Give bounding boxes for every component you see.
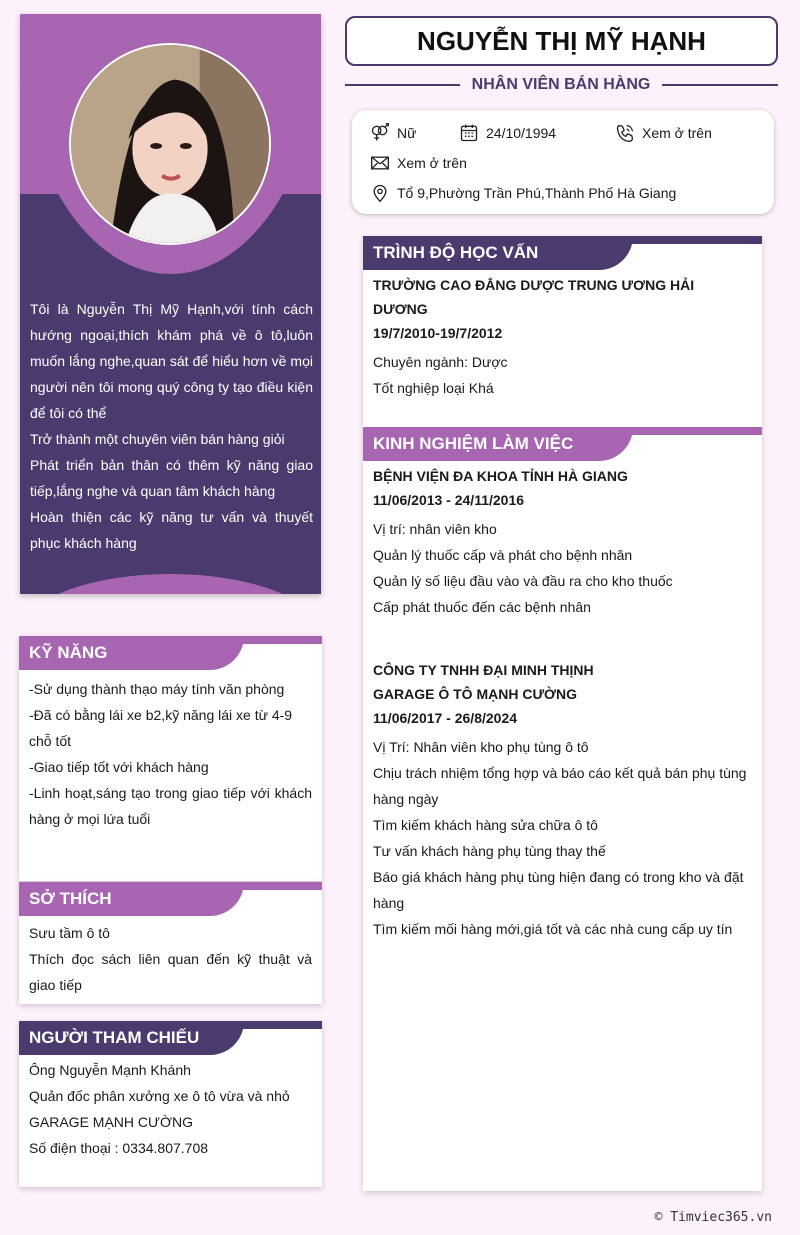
calendar-icon (459, 123, 479, 143)
gender-item (370, 122, 416, 144)
company-name: CÔNG TY TNHH ĐẠI MINH THỊNH (373, 662, 594, 678)
education-detail: Tốt nghiệp loại Khá (373, 380, 494, 396)
avatar-photo (71, 45, 269, 243)
education-title: TRÌNH ĐỘ HỌC VẤN (363, 236, 633, 270)
birthday-item (459, 122, 556, 144)
job-detail: Vị Trí: Nhân viên kho phụ tùng ô tô (373, 739, 589, 755)
gender-icon (370, 123, 390, 143)
skills-list (19, 670, 322, 842)
experience-job (363, 461, 762, 620)
footer-watermark: © Timviec365.vn (654, 1210, 772, 1225)
email-icon (370, 153, 390, 173)
email-item (370, 152, 467, 174)
references-header (19, 1021, 322, 1055)
hobbies-title: SỞ THÍCH (19, 882, 244, 916)
phone-icon (615, 123, 635, 143)
company-name-secondary: GARAGE Ô TÔ MẠNH CƯỜNG (373, 686, 577, 702)
job-detail: Báo giá khách hàng phụ tùng hiện đang có trong kho và đặt hàng (373, 869, 744, 911)
hobbies-header (19, 882, 322, 916)
list-item: -Giao tiếp tốt với khách hàng (29, 759, 209, 775)
job-detail: Cấp phát thuốc đến các bệnh nhân (373, 599, 591, 615)
job-period: 11/06/2017 - 26/8/2024 (373, 710, 518, 726)
company-name: BỆNH VIỆN ĐA KHOA TỈNH HÀ GIANG (373, 468, 628, 484)
profile-card (20, 14, 321, 594)
location-pin-icon (370, 183, 390, 203)
experience-header (363, 427, 762, 461)
birthday-value: 24/10/1994 (486, 125, 557, 141)
skills-header (19, 636, 322, 670)
main-content (363, 236, 762, 1191)
references-section (19, 1021, 322, 1187)
profile-bottom-wave (20, 574, 321, 594)
experience-title: KINH NGHIỆM LÀM VIỆC (363, 427, 633, 461)
education-detail: Chuyên ngành: Dược (373, 354, 508, 370)
list-item: -Linh hoạt,sáng tạo trong giao tiếp với khách hàng ở mọi lứa tuổi (29, 785, 312, 827)
intro-paragraph: Phát triển bản thân có thêm kỹ năng giao tiếp,lắng nghe và quan tâm khách hàng (30, 457, 313, 499)
email-value: Xem ở trên (397, 155, 467, 171)
references-title: NGƯỜI THAM CHIẾU (19, 1021, 244, 1055)
list-item: Quản đốc phân xưởng xe ô tô vừa và nhỏ (29, 1088, 290, 1104)
phone-value: Xem ở trên (642, 125, 712, 141)
intro-paragraph: Tôi là Nguyễn Thị Mỹ Hạnh,với tính cách hướng ngoại,thích khám phá về ô tô,luôn muốn lắng nghe,quan sát để hiểu hơn về mọi người nên tôi mong quý công ty tạo điều kiện để tôi có thể (30, 301, 313, 421)
candidate-name: NGUYỄN THỊ MỸ HẠNH (345, 16, 778, 66)
list-item: -Đã có bằng lái xe b2,kỹ năng lái xe từ 4-9 chỗ tốt (29, 707, 293, 749)
list-item: -Sử dụng thành thạo máy tính văn phòng (29, 681, 285, 697)
intro-text (30, 296, 313, 556)
job-detail: Tư vấn khách hàng phụ tùng thay thế (373, 843, 606, 859)
avatar (69, 43, 271, 245)
references-list (19, 1055, 322, 1171)
skills-section (19, 636, 322, 881)
address-value: Tổ 9,Phường Trần Phú,Thành Phố Hà Giang (397, 185, 677, 201)
list-item: GARAGE MẠNH CƯỜNG (29, 1114, 193, 1130)
job-detail: Quản lý thuốc cấp và phát cho bệnh nhân (373, 547, 633, 563)
job-detail: Tìm kiếm khách hàng sửa chữa ô tô (373, 817, 598, 833)
list-item: Ông Nguyễn Mạnh Khánh (29, 1062, 191, 1078)
intro-paragraph: Trở thành một chuyên viên bán hàng giỏi (30, 431, 285, 447)
list-item: Sưu tầm ô tô (29, 925, 110, 941)
job-detail: Quản lý số liệu đầu vào và đầu ra cho kho thuốc (373, 573, 673, 589)
hobbies-list (19, 916, 322, 1008)
school-name: TRƯỜNG CAO ĐẲNG DƯỢC TRUNG ƯƠNG HẢI DƯƠNG (373, 277, 695, 317)
job-detail: Tìm kiếm mối hàng mới,giá tốt và các nhà cung cấp uy tín (373, 921, 733, 937)
job-title: NHÂN VIÊN BÁN HÀNG (460, 72, 662, 98)
education-period: 19/7/2010-19/7/2012 (373, 325, 503, 341)
phone-item (615, 122, 712, 144)
job-detail: Chịu trách nhiệm tổng hợp và báo cáo kết quả bán phụ tùng hàng ngày (373, 765, 747, 807)
gender-value: Nữ (397, 125, 417, 141)
hobbies-section (19, 882, 322, 1004)
skills-title: KỸ NĂNG (19, 636, 244, 670)
job-detail: Vị trí: nhân viên kho (373, 521, 497, 537)
experience-job (363, 620, 762, 942)
job-period: 11/06/2013 - 24/11/2016 (373, 492, 525, 508)
education-header (363, 236, 762, 270)
list-item: Thích đọc sách liên quan đến kỹ thuật và giao tiếp (29, 951, 312, 993)
list-item: Số điện thoại : 0334.807.708 (29, 1140, 209, 1156)
intro-paragraph: Hoàn thiện các kỹ năng tư vấn và thuyết phục khách hàng (30, 509, 313, 551)
contact-card (352, 110, 774, 214)
education-body (363, 270, 762, 401)
address-item (370, 182, 676, 204)
